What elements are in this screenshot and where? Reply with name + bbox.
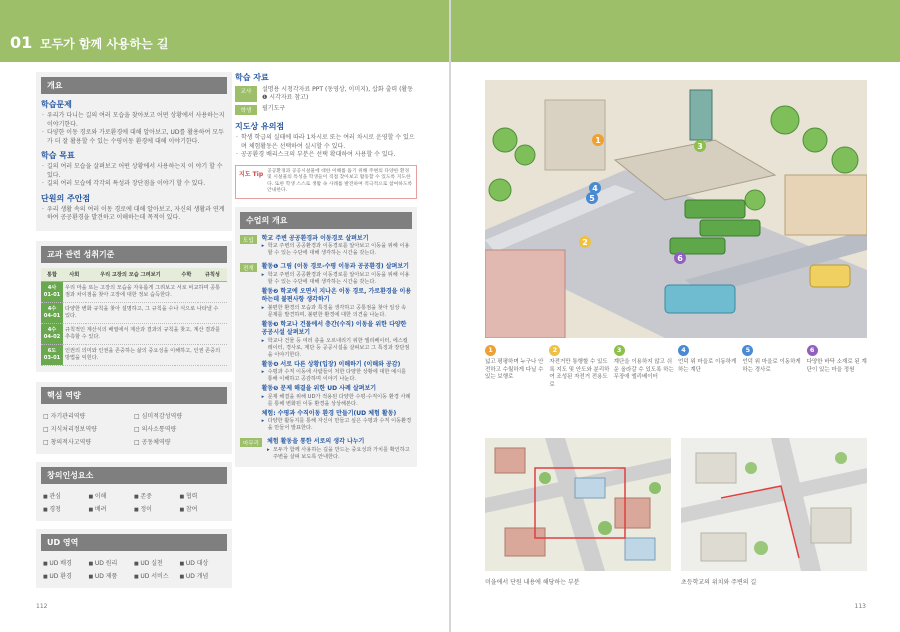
note-item: · 학생 학급의 실태에 따라 1차시로 또는 여러 차시로 운영할 수 있으며 체험활동은 선택하여 실시할 수 있다. [235, 134, 417, 151]
table-row [41, 281, 227, 302]
note-item: · 공공환경 배리스크의 부분은 선택 확대하여 사용할 수 있다. [235, 151, 417, 160]
overview-box [36, 72, 232, 231]
ud-item: ■ UD 배경 [43, 558, 89, 567]
core-box [36, 382, 232, 454]
page-number-left: 112 [36, 603, 48, 610]
legend-text: 언덕 위 마을로 이동하게 하는 계단 [677, 359, 737, 373]
ud-item: ■ UD 개념 [180, 571, 226, 580]
table-header: 수학 [175, 268, 198, 282]
tip-box [235, 165, 417, 199]
creativity-item: ■ 경청 [43, 504, 89, 513]
tip-text: 공공환경과 공공시설물에 대한 이해를 돕기 위해 주변의 다양한 환경 및 시설물의 특성을 학생들이 직접 찾아보고 활동할 수 있도록 지도한다. 또한 학생 스스로 생활 속 사례를 발견하여 적극적으로 참여하도록 안내한다. [267, 168, 413, 193]
ud-item: ■ UD 대상 [180, 558, 226, 567]
unit-title: 단원의 주안점 [41, 193, 91, 203]
close-body [267, 438, 412, 461]
core-list [41, 409, 227, 448]
creativity-item: ■ 협력 [180, 491, 226, 500]
step-closing [240, 438, 412, 461]
legend-text: 계단을 이용하지 않고 쉬운 올라갈 수 있도록 하는 무장애 엘리베이터 [613, 359, 674, 380]
core-item: □ 의사소통역량 [134, 424, 225, 433]
map-caption: 초등학교의 위치와 주변의 길 [681, 579, 757, 586]
legend-number: 6 [807, 345, 818, 356]
creativity-item: ■ 존중 [134, 491, 180, 500]
table-header: 통합 [41, 268, 63, 282]
ud-item: ■ UD 원리 [89, 558, 135, 567]
table-header: 규칙성 [198, 268, 227, 282]
intro-text: ▸ 학교 주변의 공공환경과 이동경로를 알아보고 이동을 위해 이용할 수 있는 수단에 대해 생각하는 시간을 갖는다. [262, 243, 412, 257]
left-page [0, 0, 449, 632]
right-page [451, 0, 900, 632]
ud-title: UD 영역 [41, 534, 227, 551]
notes-title: 지도상 유의점 [235, 122, 285, 131]
ud-list [41, 556, 227, 582]
dev-body [262, 263, 412, 432]
activity-text: ▸ 불편한 환경의 모습과 특징을 생각하고 공통점을 찾아 일상 속 문제를 발견하며, 불편한 환경에 대한 의견을 나눈다. [262, 305, 412, 319]
legend-item [678, 345, 738, 389]
core-item: □ 창의적사고역량 [43, 437, 134, 446]
goal-item: · 길의 여러 모습에 각각의 특성과 장단점을 이야기 할 수 있다. [41, 180, 227, 189]
svg-text:2: 2 [582, 238, 588, 247]
step-intro [240, 235, 412, 258]
legend [485, 345, 867, 389]
problem-title: 학습문제 [41, 100, 72, 109]
ud-item: ■ UD 환경 [43, 571, 89, 580]
core-title: 핵심 역량 [41, 387, 227, 404]
activity-title: 활동❸ 학교나 건물에서 층간(수직) 이동을 위한 다양한 공공시설 살펴보기 [261, 320, 407, 336]
standards-header-row [41, 268, 227, 282]
school-map [681, 438, 867, 571]
summary-title: 수업의 개요 [240, 212, 412, 229]
dev-label: 전개 [240, 263, 257, 272]
legend-text: 다양한 바닥 소재로 된 계단이 있는 마을 정원 [806, 359, 867, 373]
legend-number: 5 [742, 345, 753, 356]
activity-title: 활동❷ 학교에 오면서 지나온 이동 경로, 가로환경을 이용하는데 불편사항 생각하기 [261, 287, 412, 303]
student-label: 학생 [235, 105, 257, 115]
activity-text: ▸ 수평과 수직 이동에 사람들이 처한 다양한 상황에 대한 예시를 통해 이해하고 공감하며 이야기 나눈다. [262, 369, 412, 383]
teacher-label: 교사 [235, 86, 257, 102]
legend-item [807, 345, 867, 389]
svg-text:4: 4 [592, 184, 598, 193]
chapter-header [0, 0, 449, 62]
creativity-item: ■ 관심 [43, 491, 89, 500]
creativity-item: ■ 배려 [89, 504, 135, 513]
creativity-item: ■ 이해 [89, 491, 135, 500]
creativity-item: ■ 정이 [134, 504, 180, 513]
ud-item: ■ UD 서비스 [134, 571, 180, 580]
right-column [235, 72, 417, 467]
tip-label: 지도 Tip [239, 170, 264, 178]
legend-item [742, 345, 802, 389]
materials-student [235, 105, 417, 115]
activity-text: ▸ 학교 주변의 공공환경과 이동경로를 알아보고 이동을 위해 이용할 수 있는 수단에 대해 생각하는 시간을 갖는다. [262, 272, 412, 286]
overview-title: 개요 [41, 77, 227, 94]
activity-title: 활동❶ 그림 (이동 경로-수평 이동과 공공환경) 살펴보기 [261, 263, 409, 270]
creativity-box [36, 462, 232, 521]
chapter-title: 모두가 함께 사용하는 길 [40, 37, 169, 51]
standards-title: 교과 관련 성취기준 [41, 246, 227, 263]
core-item: □ 자기관리역량 [43, 411, 134, 420]
school-map-svg [681, 438, 867, 571]
activity-text: ▸ 학교나 건물 등 여러 층을 오르내리기 위한 엘리베이터, 에스컬레이터, 경사로, 계단 등 공공시설을 살펴보고 그 특징과 장단점을 이야기한다. [262, 338, 412, 359]
standard-code: 4수 04-01 [41, 302, 63, 323]
ud-item: ■ UD 제품 [89, 571, 135, 580]
ud-box [36, 529, 232, 588]
legend-item [485, 345, 545, 389]
teacher-text: 설명용 시청각자료 PPT (동영상, 이미지), 삽화 출력 (활동 ❶ 시각자료 참고) [262, 86, 414, 101]
table-row [41, 323, 227, 344]
standard-text: 규칙적인 계산식의 배열에서 계산과 결과의 규칙을 찾고, 계산 결과를 추측할 수 있다. [63, 323, 227, 344]
page-number-right: 113 [854, 603, 866, 610]
street-illustration-svg [485, 80, 867, 338]
legend-number: 2 [549, 345, 560, 356]
standards-table [41, 268, 227, 366]
left-column [36, 72, 232, 588]
table-header: 사회 [63, 268, 86, 282]
close-label: 마무리 [240, 438, 262, 447]
intro-label: 도입 [240, 235, 257, 244]
creativity-item: ■ 참여 [180, 504, 226, 513]
materials-title: 학습 자료 [235, 73, 269, 82]
legend-number: 3 [614, 345, 625, 356]
activity-text: ▸ 다양한 활동지를 통해 자신이 만들고 싶은 수평과 수직 이동환경을 만들어 발표한다. [262, 418, 412, 432]
chapter-number: 01 [10, 33, 33, 52]
right-header-bar [451, 0, 900, 62]
student-text: 필기도구 [262, 105, 286, 112]
svg-text:3: 3 [697, 142, 703, 151]
creativity-title: 창의인성요소 [41, 467, 227, 484]
step-development [240, 263, 412, 432]
street-illustration [485, 80, 867, 338]
ud-item: ■ UD 실천 [134, 558, 180, 567]
table-header: 우리 고장의 모습 그려보기 [86, 268, 176, 282]
standard-text: 다양한 변화 규칙을 찾아 설명하고, 그 규칙을 수나 식으로 나타낼 수 있다. [63, 302, 227, 323]
goal-item: · 길의 여러 모습을 살펴보고 어떤 상황에서 사용하는지 이 야기 할 수 있다. [41, 163, 227, 180]
standard-text: 우리 마을 또는 고장의 모습을 자유롭게 그려보고 서로 비교하며 공통점과 차이점을 찾아 고장에 대한 정보 습득한다. [63, 281, 227, 302]
table-row [41, 344, 227, 365]
legend-number: 4 [678, 345, 689, 356]
standard-text: 인권의 의미와 인권을 존중하는 삶의 중요성을 이해하고, 인권 존중의 방법을 익힌다. [63, 344, 227, 365]
activity-text: ▸ 문제 해결을 위해 UD가 적용된 다양한 수평·수직이동 환경 사례를 통해 변화된 이동 환경을 상상해본다. [262, 394, 412, 408]
unit-item: · 우리 생활 속의 여러 이동 경로에 대해 알아보고, 자신의 생활과 연계하여 공공환경을 발견하고 이해하는데 목적이 있다. [41, 206, 227, 223]
core-item: □ 공동체역량 [134, 437, 225, 446]
core-item: □ 심미적감성역량 [134, 411, 225, 420]
intro-title: 학교 주변 공공환경과 이동경로 살펴보기 [261, 234, 369, 242]
intro-body [262, 235, 412, 258]
activity-title: 활동❹ 서로 다른 상황(입장) 이해하기 (이해와 공감) [261, 360, 401, 368]
legend-text: 자전거만 통행할 수 있도록 지도 및 안도와 분리하여 조성된 자전거 전용도로 [549, 359, 610, 388]
legend-item [614, 345, 674, 389]
materials-teacher [235, 86, 417, 102]
legend-number: 1 [485, 345, 496, 356]
summary-box [235, 207, 417, 467]
core-item: □ 지식처리정보역량 [43, 424, 134, 433]
activity-title: 체험: 수평과 수직이동 환경 만들기(UD 체험 활동) [261, 409, 397, 417]
close-title: 체험 활동을 통한 서로의 생각 나누기 [266, 438, 365, 445]
village-map [485, 438, 671, 571]
activity-title: 활동❺ 문제 해결을 위한 UD 사례 살펴보기 [261, 385, 377, 392]
map-caption: 미을에서 단원 내용에 해당하는 부분 [485, 579, 580, 586]
svg-text:6: 6 [677, 254, 683, 263]
standard-code: 4수 04-02 [41, 323, 63, 344]
standard-code: 6도 03-01 [41, 344, 63, 365]
problem-item: · 다양한 이동 경로와 가로환경에 대해 알아보고, UD를 활용하여 모두가 더 잘 활용할 수 있는 수평이동 환경에 대해 이야기한다. [41, 129, 227, 146]
svg-text:1: 1 [595, 136, 601, 145]
standards-box [36, 241, 232, 372]
legend-text: 넓고 평평하며 누구나 안전하고 수월하게 다닐 수 있는 보행로 [485, 359, 544, 380]
table-row [41, 302, 227, 323]
legend-item [549, 345, 609, 389]
problem-item: · 우리가 다니는 길의 여러 모습을 찾아보고 어떤 상황에서 사용하는지 이야기한다. [41, 112, 227, 129]
close-text: ▸ 모두가 함께 사용하는 길을 만드는 중요성과 가치를 확인하고 주변을 살펴 보도록 안내한다. [267, 447, 412, 461]
standard-code: 4사 01-01 [41, 281, 63, 302]
svg-text:5: 5 [589, 194, 595, 203]
legend-text: 언덕 위 마을로 이동하게 하는 경사로 [742, 359, 801, 373]
creativity-list [41, 489, 227, 515]
goal-title: 학습 목표 [41, 151, 75, 160]
village-map-svg [485, 438, 671, 571]
